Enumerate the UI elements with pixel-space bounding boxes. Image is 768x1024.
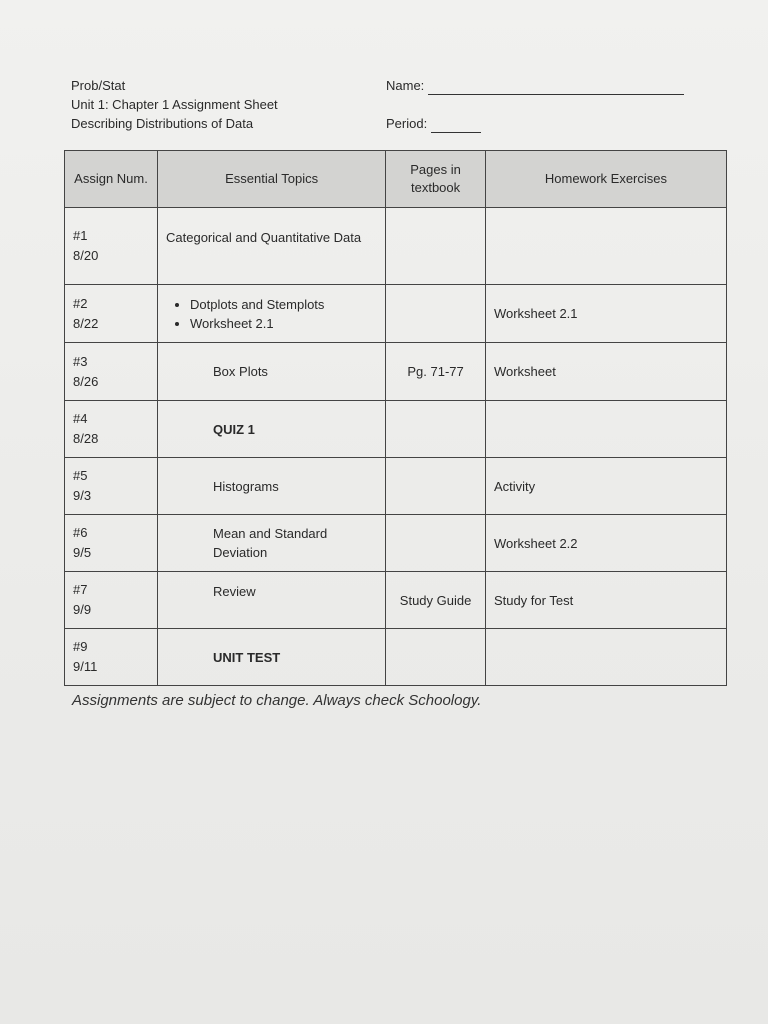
name-label: Name: [386, 78, 425, 93]
homework-cell [485, 629, 726, 686]
assign-date: 8/22 [73, 315, 99, 331]
topic-cell: Histograms [158, 458, 386, 515]
name-field-row [386, 76, 684, 95]
header-pages: Pages in textbook [386, 151, 486, 208]
list-item: • Dotplots and Stemplots [190, 295, 377, 314]
pages-cell [386, 515, 486, 572]
topic-bullet-list [166, 295, 377, 333]
period-label: Period: [386, 116, 428, 131]
assign-date: 9/9 [73, 602, 92, 617]
assign-number: #3 [73, 353, 88, 369]
homework-cell: Activity [485, 458, 726, 515]
table-row [65, 285, 727, 343]
header-assign-num: Assign Num. [65, 151, 158, 208]
assign-date: 9/5 [73, 545, 92, 560]
header-essential-topics: Essential Topics [158, 151, 386, 208]
period-field-row [386, 114, 684, 133]
assign-number: #9 [73, 639, 88, 654]
table-row [65, 343, 727, 401]
list-item: • Worksheet 2.1 [190, 314, 377, 333]
table-row [65, 458, 727, 515]
topic-cell: QUIZ 1 [158, 401, 386, 458]
header-homework: Homework Exercises [485, 151, 726, 208]
homework-cell [485, 208, 726, 285]
topic-cell: Box Plots [158, 343, 386, 401]
assign-number: #4 [73, 411, 88, 426]
table-row [65, 401, 727, 458]
pages-cell [386, 458, 486, 515]
assign-num-cell [65, 401, 158, 458]
assign-number: #5 [73, 468, 88, 483]
topic-cell [158, 285, 386, 343]
topic-cell [158, 572, 386, 629]
assign-num-cell [65, 458, 158, 515]
assign-date: 8/26 [73, 373, 99, 389]
topic-cell: Mean and Standard Deviation [158, 515, 386, 572]
assign-number: #2 [73, 295, 88, 311]
homework-cell: Study for Test [485, 572, 726, 629]
assign-num-cell [65, 208, 158, 285]
assign-number: #6 [73, 525, 88, 540]
pages-cell: Study Guide [386, 572, 486, 629]
pages-cell [386, 401, 486, 458]
table-row [65, 629, 727, 686]
assign-date: 9/3 [73, 488, 92, 503]
topic-text: Review [213, 584, 256, 599]
assign-date: 9/11 [73, 659, 98, 674]
period-blank-line[interactable] [431, 118, 481, 133]
assign-number: #1 [73, 228, 88, 243]
assign-num-cell [65, 515, 158, 572]
pages-cell: Pg. 71-77 [386, 343, 486, 401]
name-blank-line[interactable] [428, 80, 684, 95]
pages-cell [386, 208, 486, 285]
assign-date: 8/20 [73, 248, 99, 263]
topic-cell [158, 208, 386, 285]
pages-cell [386, 285, 486, 343]
pages-cell [386, 629, 486, 686]
table-row [65, 515, 727, 572]
table-header-row [65, 151, 727, 208]
header-right [386, 76, 684, 133]
assign-date: 8/28 [73, 431, 99, 446]
assign-num-cell [65, 343, 158, 401]
course-title: Prob/Stat [71, 78, 126, 93]
unit-title: Unit 1: Chapter 1 Assignment Sheet [71, 97, 278, 112]
footer-note: Assignments are subject to change. Always check Schoology. [72, 692, 482, 709]
topic-cell: UNIT TEST [158, 629, 386, 686]
header-left [71, 76, 278, 133]
table-row [65, 572, 727, 629]
homework-cell: Worksheet 2.2 [485, 515, 726, 572]
homework-cell [485, 401, 726, 458]
sheet-subtitle: Describing Distributions of Data [71, 116, 254, 131]
assign-num-cell [65, 572, 158, 629]
homework-cell: Worksheet 2.1 [485, 285, 726, 343]
assign-number: #7 [73, 582, 88, 597]
homework-cell: Worksheet [485, 343, 726, 401]
table-row [65, 208, 727, 285]
assign-num-cell [65, 285, 158, 343]
assignment-table [64, 150, 727, 686]
topic-text: Categorical and Quantitative Data [166, 230, 362, 245]
assign-num-cell [65, 629, 158, 686]
